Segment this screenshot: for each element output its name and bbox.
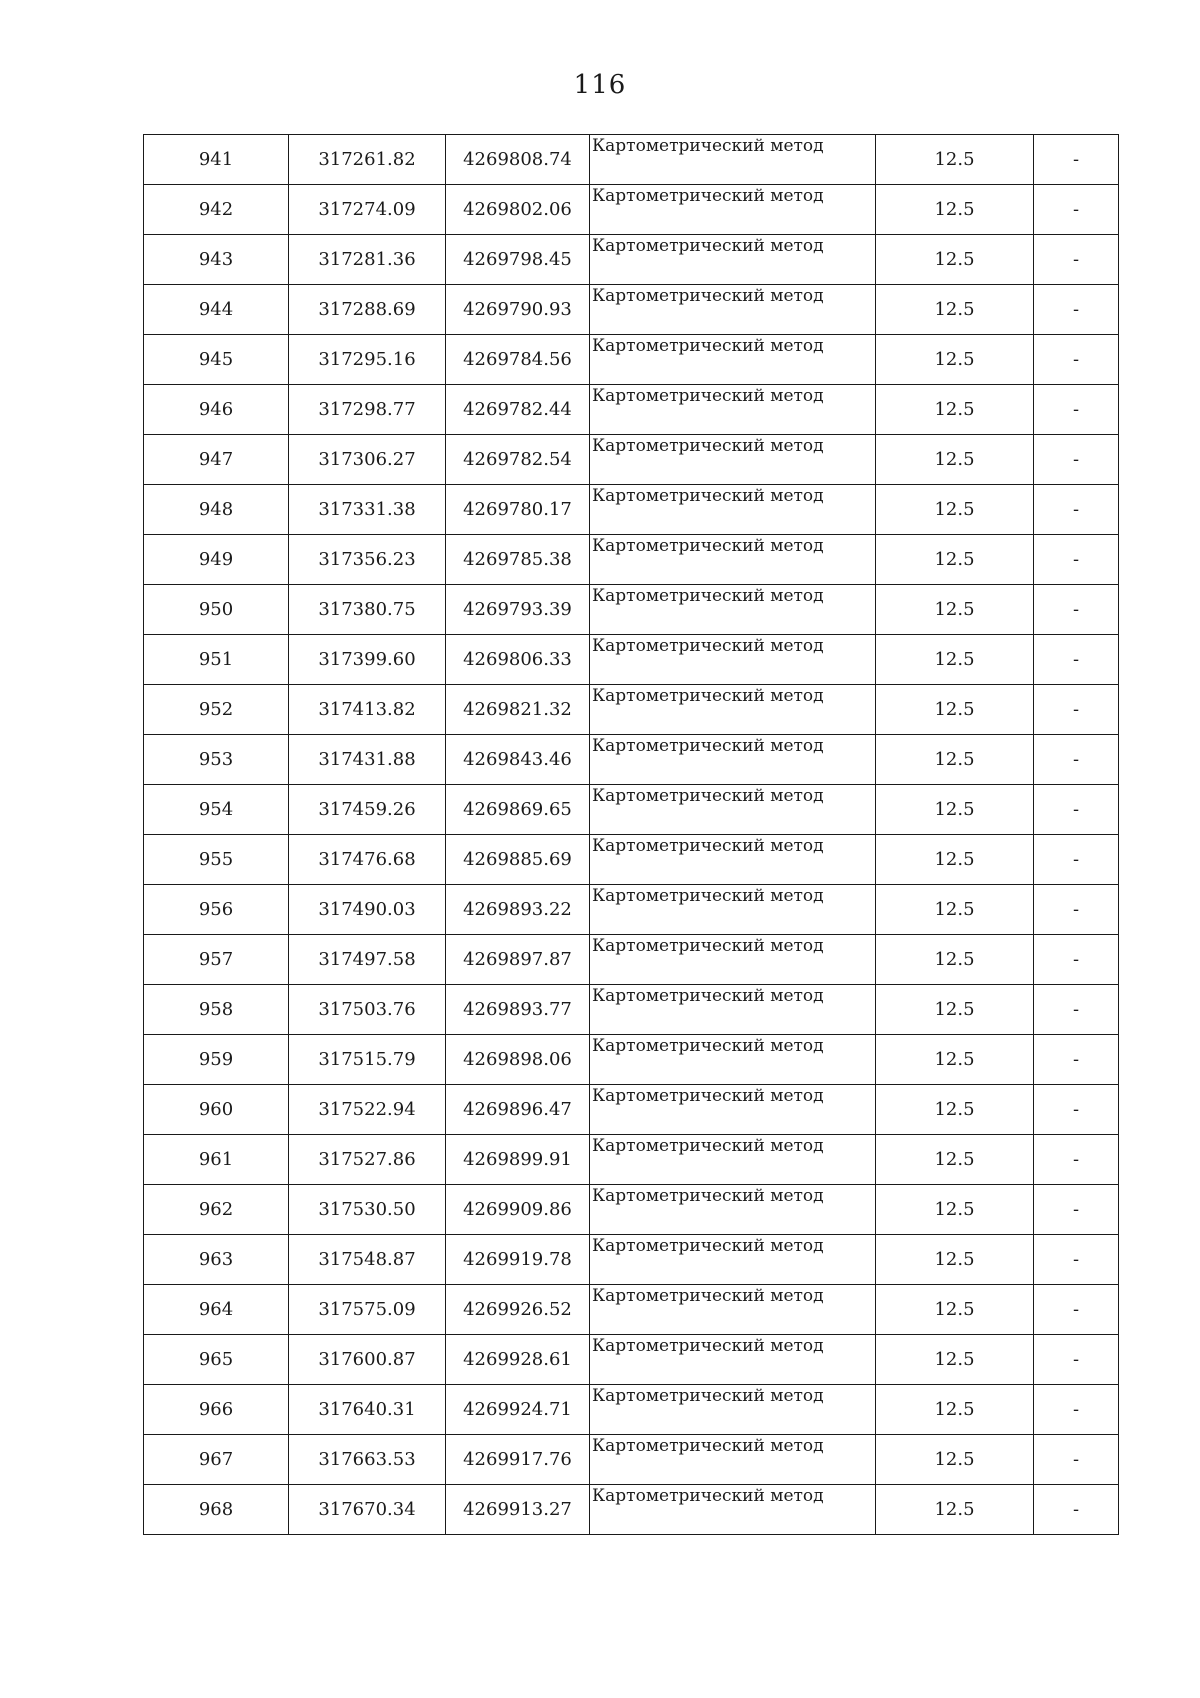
note-cell: - <box>1034 185 1119 235</box>
method-cell: Картометрический метод <box>590 485 876 535</box>
note-cell: - <box>1034 385 1119 435</box>
y-coordinate-cell: 4269782.54 <box>446 435 590 485</box>
table-row <box>144 1435 1119 1485</box>
accuracy-cell: 12.5 <box>876 335 1034 385</box>
y-coordinate-cell: 4269843.46 <box>446 735 590 785</box>
y-coordinate-cell: 4269780.17 <box>446 485 590 535</box>
table-row <box>144 1035 1119 1085</box>
y-coordinate-cell: 4269898.06 <box>446 1035 590 1085</box>
accuracy-cell: 12.5 <box>876 285 1034 335</box>
point-number-cell: 949 <box>144 535 289 585</box>
y-coordinate-cell: 4269784.56 <box>446 335 590 385</box>
point-number-cell: 943 <box>144 235 289 285</box>
table-row <box>144 1135 1119 1185</box>
accuracy-cell: 12.5 <box>876 1185 1034 1235</box>
y-coordinate-cell: 4269899.91 <box>446 1135 590 1185</box>
method-cell: Картометрический метод <box>590 385 876 435</box>
note-cell: - <box>1034 1185 1119 1235</box>
note-cell: - <box>1034 1135 1119 1185</box>
note-cell: - <box>1034 235 1119 285</box>
point-number-cell: 951 <box>144 635 289 685</box>
accuracy-cell: 12.5 <box>876 235 1034 285</box>
x-coordinate-cell: 317476.68 <box>289 835 446 885</box>
accuracy-cell: 12.5 <box>876 735 1034 785</box>
x-coordinate-cell: 317663.53 <box>289 1435 446 1485</box>
accuracy-cell: 12.5 <box>876 135 1034 185</box>
table-row <box>144 985 1119 1035</box>
x-coordinate-cell: 317503.76 <box>289 985 446 1035</box>
point-number-cell: 942 <box>144 185 289 235</box>
point-number-cell: 967 <box>144 1435 289 1485</box>
x-coordinate-cell: 317459.26 <box>289 785 446 835</box>
note-cell: - <box>1034 1435 1119 1485</box>
x-coordinate-cell: 317331.38 <box>289 485 446 535</box>
note-cell: - <box>1034 885 1119 935</box>
x-coordinate-cell: 317356.23 <box>289 535 446 585</box>
accuracy-cell: 12.5 <box>876 435 1034 485</box>
method-cell: Картометрический метод <box>590 785 876 835</box>
method-cell: Картометрический метод <box>590 1135 876 1185</box>
method-cell: Картометрический метод <box>590 1435 876 1485</box>
method-cell: Картометрический метод <box>590 835 876 885</box>
accuracy-cell: 12.5 <box>876 1135 1034 1185</box>
y-coordinate-cell: 4269802.06 <box>446 185 590 235</box>
point-number-cell: 945 <box>144 335 289 385</box>
point-number-cell: 961 <box>144 1135 289 1185</box>
point-number-cell: 944 <box>144 285 289 335</box>
y-coordinate-cell: 4269782.44 <box>446 385 590 435</box>
accuracy-cell: 12.5 <box>876 1435 1034 1485</box>
x-coordinate-cell: 317306.27 <box>289 435 446 485</box>
x-coordinate-cell: 317548.87 <box>289 1235 446 1285</box>
table-row <box>144 1085 1119 1135</box>
table-row <box>144 385 1119 435</box>
table-row <box>144 835 1119 885</box>
accuracy-cell: 12.5 <box>876 585 1034 635</box>
x-coordinate-cell: 317497.58 <box>289 935 446 985</box>
x-coordinate-cell: 317261.82 <box>289 135 446 185</box>
table-row <box>144 935 1119 985</box>
point-number-cell: 962 <box>144 1185 289 1235</box>
accuracy-cell: 12.5 <box>876 1285 1034 1335</box>
note-cell: - <box>1034 585 1119 635</box>
method-cell: Картометрический метод <box>590 1285 876 1335</box>
point-number-cell: 952 <box>144 685 289 735</box>
y-coordinate-cell: 4269821.32 <box>446 685 590 735</box>
note-cell: - <box>1034 435 1119 485</box>
accuracy-cell: 12.5 <box>876 1235 1034 1285</box>
y-coordinate-cell: 4269924.71 <box>446 1385 590 1435</box>
point-number-cell: 954 <box>144 785 289 835</box>
method-cell: Картометрический метод <box>590 1385 876 1435</box>
method-cell: Картометрический метод <box>590 935 876 985</box>
point-number-cell: 948 <box>144 485 289 535</box>
point-number-cell: 957 <box>144 935 289 985</box>
accuracy-cell: 12.5 <box>876 885 1034 935</box>
y-coordinate-cell: 4269909.86 <box>446 1185 590 1235</box>
accuracy-cell: 12.5 <box>876 1335 1034 1385</box>
table-row <box>144 185 1119 235</box>
y-coordinate-cell: 4269793.39 <box>446 585 590 635</box>
x-coordinate-cell: 317600.87 <box>289 1335 446 1385</box>
accuracy-cell: 12.5 <box>876 1485 1034 1535</box>
note-cell: - <box>1034 785 1119 835</box>
y-coordinate-cell: 4269893.22 <box>446 885 590 935</box>
method-cell: Картометрический метод <box>590 585 876 635</box>
method-cell: Картометрический метод <box>590 1035 876 1085</box>
note-cell: - <box>1034 635 1119 685</box>
y-coordinate-cell: 4269919.78 <box>446 1235 590 1285</box>
note-cell: - <box>1034 935 1119 985</box>
point-number-cell: 966 <box>144 1385 289 1435</box>
y-coordinate-cell: 4269806.33 <box>446 635 590 685</box>
table-row <box>144 585 1119 635</box>
accuracy-cell: 12.5 <box>876 485 1034 535</box>
note-cell: - <box>1034 485 1119 535</box>
point-number-cell: 960 <box>144 1085 289 1135</box>
point-number-cell: 963 <box>144 1235 289 1285</box>
method-cell: Картометрический метод <box>590 735 876 785</box>
method-cell: Картометрический метод <box>590 1335 876 1385</box>
point-number-cell: 964 <box>144 1285 289 1335</box>
note-cell: - <box>1034 1335 1119 1385</box>
point-number-cell: 965 <box>144 1335 289 1385</box>
accuracy-cell: 12.5 <box>876 385 1034 435</box>
note-cell: - <box>1034 835 1119 885</box>
y-coordinate-cell: 4269869.65 <box>446 785 590 835</box>
accuracy-cell: 12.5 <box>876 185 1034 235</box>
accuracy-cell: 12.5 <box>876 985 1034 1035</box>
x-coordinate-cell: 317413.82 <box>289 685 446 735</box>
accuracy-cell: 12.5 <box>876 535 1034 585</box>
table-row <box>144 885 1119 935</box>
table-row <box>144 635 1119 685</box>
page-number: 116 <box>573 70 627 100</box>
table-row <box>144 1385 1119 1435</box>
table-row <box>144 735 1119 785</box>
method-cell: Картометрический метод <box>590 1485 876 1535</box>
note-cell: - <box>1034 1085 1119 1135</box>
table-row <box>144 535 1119 585</box>
table-row <box>144 435 1119 485</box>
note-cell: - <box>1034 535 1119 585</box>
table-row <box>144 285 1119 335</box>
accuracy-cell: 12.5 <box>876 935 1034 985</box>
point-number-cell: 958 <box>144 985 289 1035</box>
method-cell: Картометрический метод <box>590 685 876 735</box>
x-coordinate-cell: 317288.69 <box>289 285 446 335</box>
x-coordinate-cell: 317490.03 <box>289 885 446 935</box>
y-coordinate-cell: 4269917.76 <box>446 1435 590 1485</box>
accuracy-cell: 12.5 <box>876 635 1034 685</box>
note-cell: - <box>1034 735 1119 785</box>
point-number-cell: 947 <box>144 435 289 485</box>
x-coordinate-cell: 317522.94 <box>289 1085 446 1135</box>
note-cell: - <box>1034 985 1119 1035</box>
x-coordinate-cell: 317670.34 <box>289 1485 446 1535</box>
y-coordinate-cell: 4269798.45 <box>446 235 590 285</box>
y-coordinate-cell: 4269896.47 <box>446 1085 590 1135</box>
accuracy-cell: 12.5 <box>876 1035 1034 1085</box>
table-row <box>144 1335 1119 1385</box>
note-cell: - <box>1034 135 1119 185</box>
y-coordinate-cell: 4269790.93 <box>446 285 590 335</box>
table-row <box>144 1285 1119 1335</box>
accuracy-cell: 12.5 <box>876 835 1034 885</box>
point-number-cell: 953 <box>144 735 289 785</box>
y-coordinate-cell: 4269893.77 <box>446 985 590 1035</box>
note-cell: - <box>1034 285 1119 335</box>
table-row <box>144 235 1119 285</box>
table-row <box>144 1485 1119 1535</box>
y-coordinate-cell: 4269928.61 <box>446 1335 590 1385</box>
x-coordinate-cell: 317399.60 <box>289 635 446 685</box>
point-number-cell: 956 <box>144 885 289 935</box>
x-coordinate-cell: 317295.16 <box>289 335 446 385</box>
y-coordinate-cell: 4269808.74 <box>446 135 590 185</box>
table-row <box>144 135 1119 185</box>
method-cell: Картометрический метод <box>590 1235 876 1285</box>
x-coordinate-cell: 317380.75 <box>289 585 446 635</box>
method-cell: Картометрический метод <box>590 185 876 235</box>
table-row <box>144 1235 1119 1285</box>
x-coordinate-cell: 317298.77 <box>289 385 446 435</box>
point-number-cell: 959 <box>144 1035 289 1085</box>
table-row <box>144 785 1119 835</box>
x-coordinate-cell: 317527.86 <box>289 1135 446 1185</box>
accuracy-cell: 12.5 <box>876 1085 1034 1135</box>
note-cell: - <box>1034 335 1119 385</box>
x-coordinate-cell: 317274.09 <box>289 185 446 235</box>
method-cell: Картометрический метод <box>590 235 876 285</box>
note-cell: - <box>1034 1235 1119 1285</box>
method-cell: Картометрический метод <box>590 135 876 185</box>
note-cell: - <box>1034 1385 1119 1435</box>
x-coordinate-cell: 317431.88 <box>289 735 446 785</box>
point-number-cell: 946 <box>144 385 289 435</box>
table-row <box>144 485 1119 535</box>
point-number-cell: 950 <box>144 585 289 635</box>
method-cell: Картометрический метод <box>590 635 876 685</box>
y-coordinate-cell: 4269926.52 <box>446 1285 590 1335</box>
note-cell: - <box>1034 1035 1119 1085</box>
point-number-cell: 955 <box>144 835 289 885</box>
method-cell: Картометрический метод <box>590 535 876 585</box>
note-cell: - <box>1034 685 1119 735</box>
note-cell: - <box>1034 1485 1119 1535</box>
note-cell: - <box>1034 1285 1119 1335</box>
y-coordinate-cell: 4269913.27 <box>446 1485 590 1535</box>
y-coordinate-cell: 4269885.69 <box>446 835 590 885</box>
method-cell: Картометрический метод <box>590 285 876 335</box>
y-coordinate-cell: 4269785.38 <box>446 535 590 585</box>
accuracy-cell: 12.5 <box>876 685 1034 735</box>
table-row <box>144 685 1119 735</box>
table-row <box>144 1185 1119 1235</box>
x-coordinate-cell: 317530.50 <box>289 1185 446 1235</box>
method-cell: Картометрический метод <box>590 335 876 385</box>
x-coordinate-cell: 317640.31 <box>289 1385 446 1435</box>
method-cell: Картометрический метод <box>590 1185 876 1235</box>
table-row <box>144 335 1119 385</box>
x-coordinate-cell: 317281.36 <box>289 235 446 285</box>
accuracy-cell: 12.5 <box>876 1385 1034 1435</box>
accuracy-cell: 12.5 <box>876 785 1034 835</box>
x-coordinate-cell: 317515.79 <box>289 1035 446 1085</box>
method-cell: Картометрический метод <box>590 1085 876 1135</box>
y-coordinate-cell: 4269897.87 <box>446 935 590 985</box>
point-number-cell: 941 <box>144 135 289 185</box>
coordinates-table <box>143 134 1119 1535</box>
method-cell: Картометрический метод <box>590 885 876 935</box>
coordinates-table-body <box>144 135 1119 1535</box>
method-cell: Картометрический метод <box>590 435 876 485</box>
x-coordinate-cell: 317575.09 <box>289 1285 446 1335</box>
method-cell: Картометрический метод <box>590 985 876 1035</box>
point-number-cell: 968 <box>144 1485 289 1535</box>
